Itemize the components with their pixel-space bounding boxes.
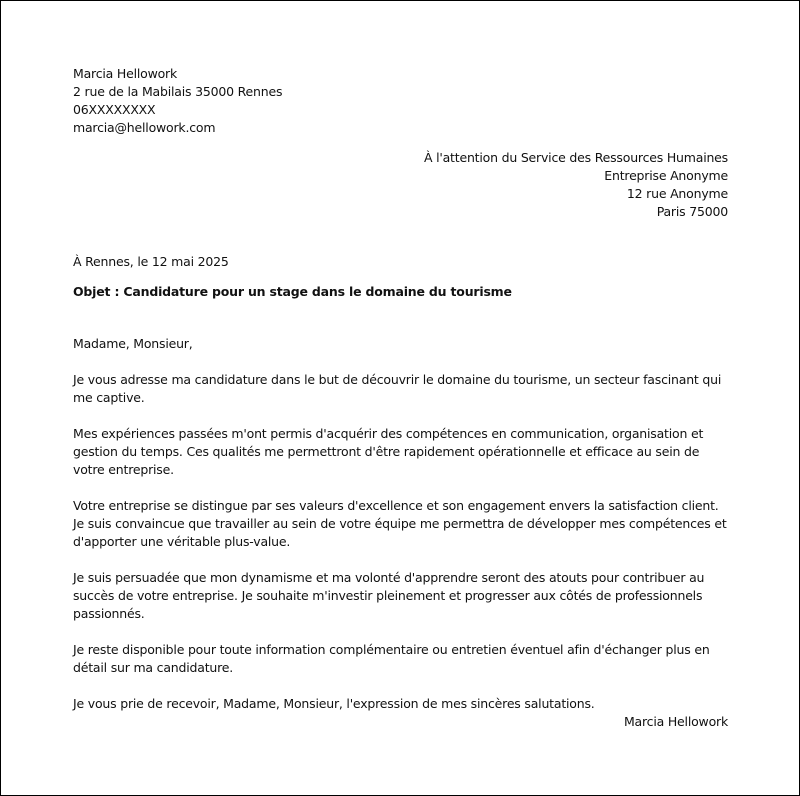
closing-paragraph: Je vous prie de recevoir, Madame, Monsieur, l'expression de mes sincères salutations.	[73, 696, 595, 711]
subject-line: Objet : Candidature pour un stage dans le domaine du tourisme	[73, 284, 512, 299]
recipient-street: 12 rue Anonyme	[626, 186, 728, 201]
sender-name: Marcia Hellowork	[73, 66, 178, 81]
paragraph: Mes expériences passées m'ont permis d'acquérir des compétences en communication, organisation et gestion du temps. Ces qualités me permettront d'être rapidement opérationnelle et efficace au sein de votre entreprise.	[73, 426, 704, 477]
paragraph: Je vous adresse ma candidature dans le but de découvrir le domaine du tourisme, un secteur fascinant qui me captive.	[73, 372, 722, 405]
sender-address: 2 rue de la Mabilais 35000 Rennes	[73, 84, 283, 99]
paragraph: Votre entreprise se distingue par ses valeurs d'excellence et son engagement envers la satisfaction client. Je suis convaincue que travailler au sein de votre équipe me permettra de développer mes compétences et d'apporter une véritable plus-value.	[73, 498, 727, 549]
date-line: À Rennes, le 12 mai 2025	[73, 254, 229, 269]
signature: Marcia Hellowork	[623, 714, 728, 729]
sender-email: marcia@hellowork.com	[73, 120, 216, 135]
paragraph: Je suis persuadée que mon dynamisme et ma volonté d'apprendre seront des atouts pour contribuer au succès de votre entreprise. Je souhaite m'investir pleinement et progresser aux côtés de professionnels passionnés.	[73, 570, 705, 621]
letter-body	[73, 335, 729, 731]
recipient-city: Paris 75000	[656, 204, 728, 219]
recipient-attention: À l'attention du Service des Ressources Humaines	[423, 150, 728, 165]
sender-phone: 06XXXXXXXX	[73, 102, 156, 117]
recipient-block	[228, 149, 728, 221]
sender-block	[73, 65, 473, 137]
paragraph: Je reste disponible pour toute information complémentaire ou entretien éventuel afin d'échanger plus en détail sur ma candidature.	[73, 642, 710, 675]
salutation: Madame, Monsieur,	[73, 336, 193, 351]
recipient-company: Entreprise Anonyme	[604, 168, 728, 183]
